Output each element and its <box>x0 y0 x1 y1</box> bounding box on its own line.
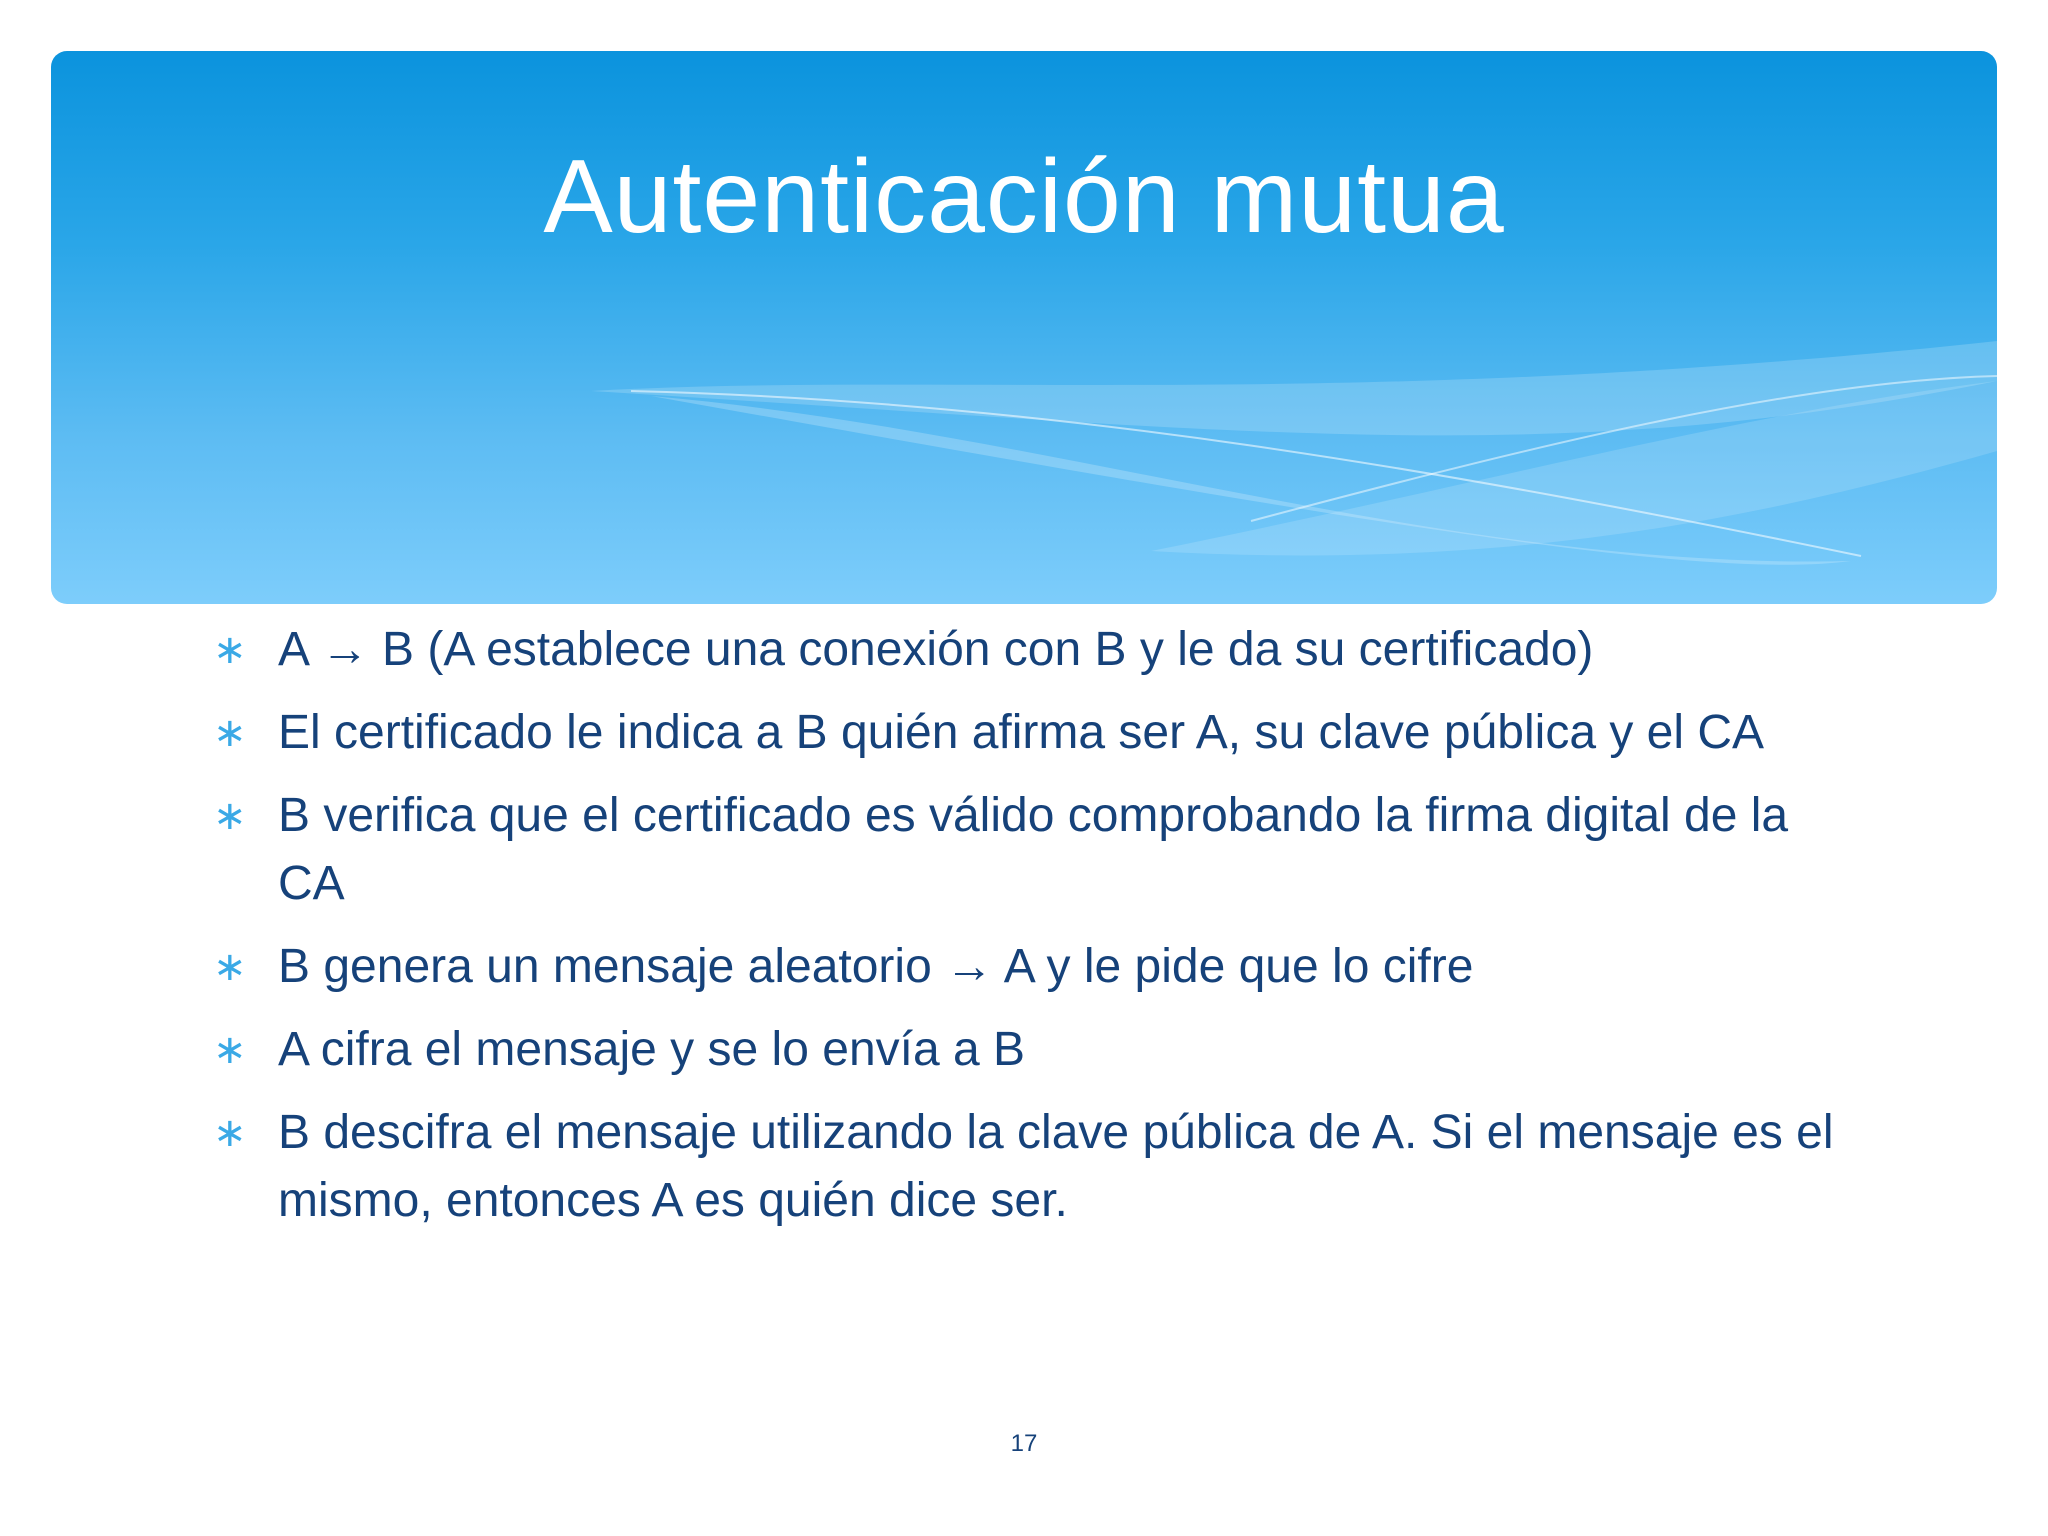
header-panel <box>51 51 1997 604</box>
bullet-text: A → B (A establece una conexión con B y le da su certificado) <box>278 623 1594 676</box>
bullet-item <box>213 1099 1853 1235</box>
bullet-marker-icon: ∗ <box>213 794 247 838</box>
bullet-item <box>213 782 1853 918</box>
bullet-marker-icon: ∗ <box>213 711 247 755</box>
bullet-item <box>213 699 1853 767</box>
bullet-item <box>213 933 1853 1001</box>
slide-title: Autenticación mutua <box>543 139 1505 255</box>
page-number: 17 <box>1010 1430 1038 1457</box>
bullet-text: B verifica que el certificado es válido comprobando la firma digital de la CA <box>278 789 1789 910</box>
decorative-waves <box>51 51 1997 604</box>
bullet-marker-icon: ∗ <box>213 628 247 672</box>
bullet-marker-icon: ∗ <box>213 945 247 989</box>
bullet-text: A cifra el mensaje y se lo envía a B <box>278 1023 1026 1076</box>
bullet-item <box>213 1016 1853 1084</box>
bullet-item <box>213 616 1853 684</box>
bullet-marker-icon: ∗ <box>213 1028 247 1072</box>
bullet-text: B genera un mensaje aleatorio → A y le pide que lo cifre <box>278 940 1474 993</box>
bullet-list <box>213 616 1853 1250</box>
bullet-marker-icon: ∗ <box>213 1111 247 1155</box>
bullet-text: B descifra el mensaje utilizando la clave pública de A. Si el mensaje es el mismo, entonces A es quién dice ser. <box>278 1106 1834 1227</box>
bullet-text: El certificado le indica a B quién afirma ser A, su clave pública y el CA <box>278 706 1765 759</box>
